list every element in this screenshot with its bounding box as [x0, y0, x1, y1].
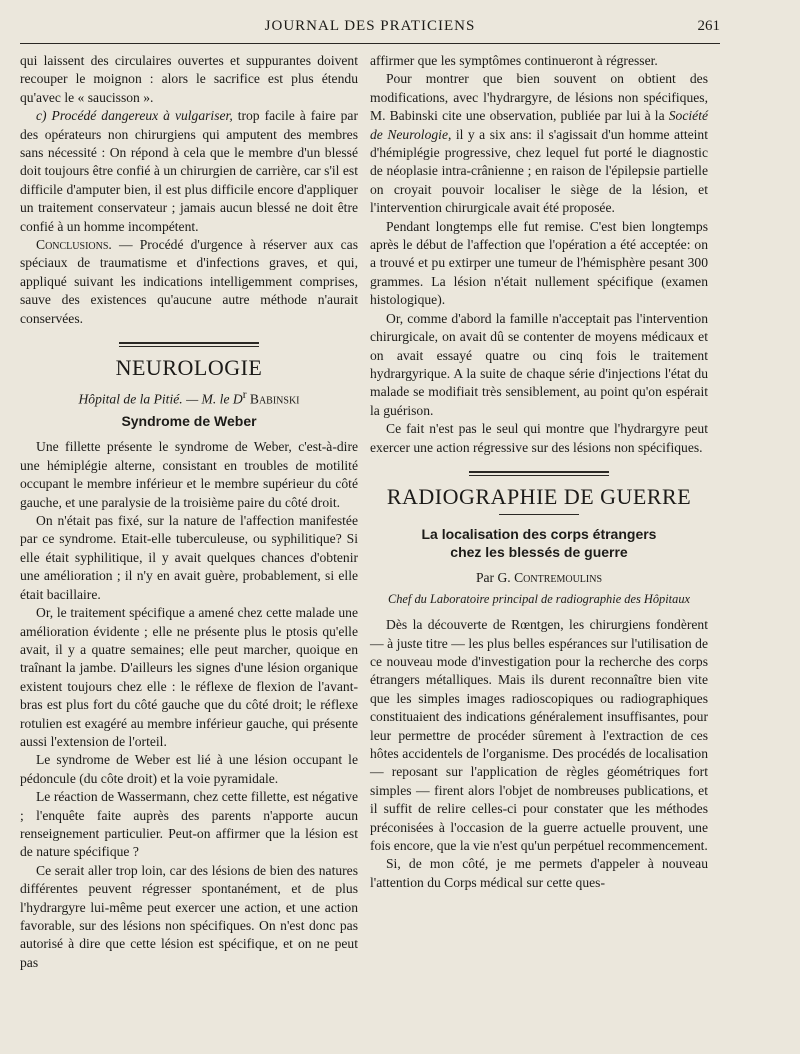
paragraph-text: trop facile à faire par des opérateurs non chirurgiens qui amputent des membres sans nécessité : On répond à cela que le membre d'un blessé doit toujours être confié à un chirurgien de carrière, car s'il est difficile d'amputer bien, il est plus difficile encore d'appliquer un traitement conservateur ; jamais aucun blessé ne doit être confié à un homme incompétent. — [20, 108, 358, 234]
paragraph: Le syndrome de Weber est lié à une lésion occupant le pédoncule (du côte droit) et la voie pyramidale. — [20, 752, 358, 786]
subtitle-line-1: La localisation des corps étrangers — [421, 526, 657, 543]
italic-lead: c) Procédé dangereux à vulgariser, — [36, 108, 233, 124]
article-byline — [20, 386, 358, 409]
author-name: Contremoulins — [514, 570, 603, 586]
running-header — [20, 10, 720, 40]
page-number: 261 — [697, 18, 720, 34]
conclusions-lead: Conclusions. — [36, 237, 112, 253]
author-role: Chef du Laboratoire principal de radiographie des Hôpitaux — [387, 591, 691, 606]
article-subtitle: Syndrome de Weber — [121, 413, 257, 430]
paragraph: Le réaction de Wassermann, chez cette fillette, est négative ; l'enquête faite auprès des parents n'apporte aucun renseignement particulier. Peut-on affirmer que la lésion est de nature spécifique ? — [20, 789, 358, 860]
paragraph: qui laissent des circulaires ouvertes et suppurantes doivent recouper le moignon : alors le sacrifice est plus étendu qu'avec le « saucisson ». — [20, 53, 358, 105]
journal-title: JOURNAL DES PRATICIENS — [264, 18, 476, 34]
article-author — [370, 569, 708, 587]
paragraph: Si, de mon côté, je me permets d'appeler à nouveau l'attention du Corps médical sur cette ques- — [370, 856, 708, 890]
section-separator — [119, 342, 259, 347]
left-column — [20, 52, 358, 972]
title-underline — [499, 514, 579, 515]
paragraph — [20, 107, 358, 236]
section-title-radiographie: RADIOGRAPHIE DE GUERRE — [386, 483, 692, 509]
author-prefix: Par G. — [475, 570, 515, 586]
paragraph-text: , il y a six ans: il s'agissait d'un homme atteint d'hémiplégie progressive, chez lequel fut porté le diagnostic de néoplasie intra-crânienne ; en raison de l'épilepsie partielle on croyait pouvoir localiser le siège de la lésion, et l'intervention chirurgicale avait été proposée. — [370, 126, 709, 216]
paragraph: affirmer que les symptômes continueront à régresser. — [370, 53, 658, 68]
paragraph-text: — Procédé d'urgence à réserver aux cas spéciaux de traumatisme et d'infections graves, et qui, appliqué suivant les indications intelligemment comprises, sauve des existences qu'aucune autre méthode n'aurait conservées. — [20, 237, 358, 326]
paragraph: Ce fait n'est pas le seul qui montre que l'hydrargyre peut exercer une action régressive sur des lésions non spécifiques. — [370, 421, 708, 455]
paragraph: Pendant longtemps elle fut remise. C'est bien longtemps après le début de l'affection que l'opération a été acceptée: on a trouvé et pu extirper une tumeur de l'hémisphère pesant 300 grammes. La lésion n'était nullement spécifique (examen histologique). — [370, 218, 708, 308]
italic-society: Société de Neurologie — [370, 108, 708, 142]
section-title-neurologie: NEUROLOGIE — [115, 355, 263, 381]
paragraph: Dès la découverte de Rœntgen, les chirurgiens fondèrent — à juste titre — les plus belles espérances sur l'utilisation de ce nouveau mode d'investigation pour la recherche des corps étrangers métalliques. Mais ils durent reconnaître bien vite que les simples images radioscopiques ou radiographiques constituaient des indications généralement insuffisantes, pour leur permettre de procéder sûrement à l'extraction de ces hôtes accidentels de l'organisme. Des procédés de localisation — reposant sur l'application de règles géométriques fort simples — firent alors l'objet de nombreuses publications, et il suffit de relire celles-ci pour constater que les méthodes préconisées à l'occasion de la guerre actuelle prouvent, une fois encore, que la vie n'est qu'un perpétuel recommencement. — [370, 617, 708, 854]
paragraph: Or, le traitement spécifique a amené chez cette malade une amélioration évidente ; elle ne présente plus le ptosis qu'elle avait, il y a quatre semaines; elle peut marcher, quoique en traînant la jambe. D'ailleurs les signes d'une lésion organique existent toujours chez elle : le réflexe de flexion de l'avant-bras est plus fort du côté gauche que du côté droit; le réflexe rotulien est exagéré au membre inférieur gauche, qui présente aussi l'extension de l'orteil. — [20, 605, 358, 749]
byline-text: Hôpital de la Pitié. — M. le D — [78, 391, 243, 407]
subtitle-line-2: chez les blessés de guerre — [450, 544, 628, 561]
paragraph: Ce serait aller trop loin, car des lésions de bien des natures différentes peuvent régresser spontanément, et de plus l'hydrargyre lui-même peut exercer une action, et une action favorable, sur des lésions non spécifiques. On n'est donc pas autorisé à dire que cette lésion est spécifique, et on ne peut pas — [20, 862, 358, 970]
paragraph: On n'était pas fixé, sur la nature de l'affection manifestée par ce syndrome. Etait-elle tuberculeuse, ou syphilitique? Si elle était syphilitique, il y avait quelques chances d'obtenir une amélioration ; il n'y en avait guère, probablement, si elle était bacillaire. — [20, 513, 358, 602]
paragraph: Or, comme d'abord la famille n'acceptait pas l'intervention chirurgicale, on avait dû se contenter de moyens médicaux et on avait essayé quatre ou cinq fois le traitement hydrargyrique. A la suite de chaque série d'injections l'état du malade se modifiait très sensiblement, au point qu'on espérait la guérison. — [370, 310, 708, 418]
paragraph — [370, 70, 708, 217]
byline-sup: r — [242, 388, 247, 401]
paragraph — [20, 236, 358, 328]
paragraph: Une fillette présente le syndrome de Weber, c'est-à-dire une hémiplégie alterne, consistant en troubles de motilité occupant le membre inférieur et le membre supérieur du côté gauche, et une paralysie de la troisième paire du côté droit. — [20, 439, 358, 510]
byline-name: Babinski — [246, 391, 300, 407]
header-rule — [20, 43, 720, 44]
right-column — [370, 52, 708, 892]
paragraph-text: Pour montrer que bien souvent on obtient des modifications, avec l'hydrargyre, de lésions non spécifiques, M. Babinski cite une observation, publiée par lui à la — [370, 71, 708, 124]
section-separator — [469, 471, 609, 476]
article-subtitle — [370, 525, 708, 561]
